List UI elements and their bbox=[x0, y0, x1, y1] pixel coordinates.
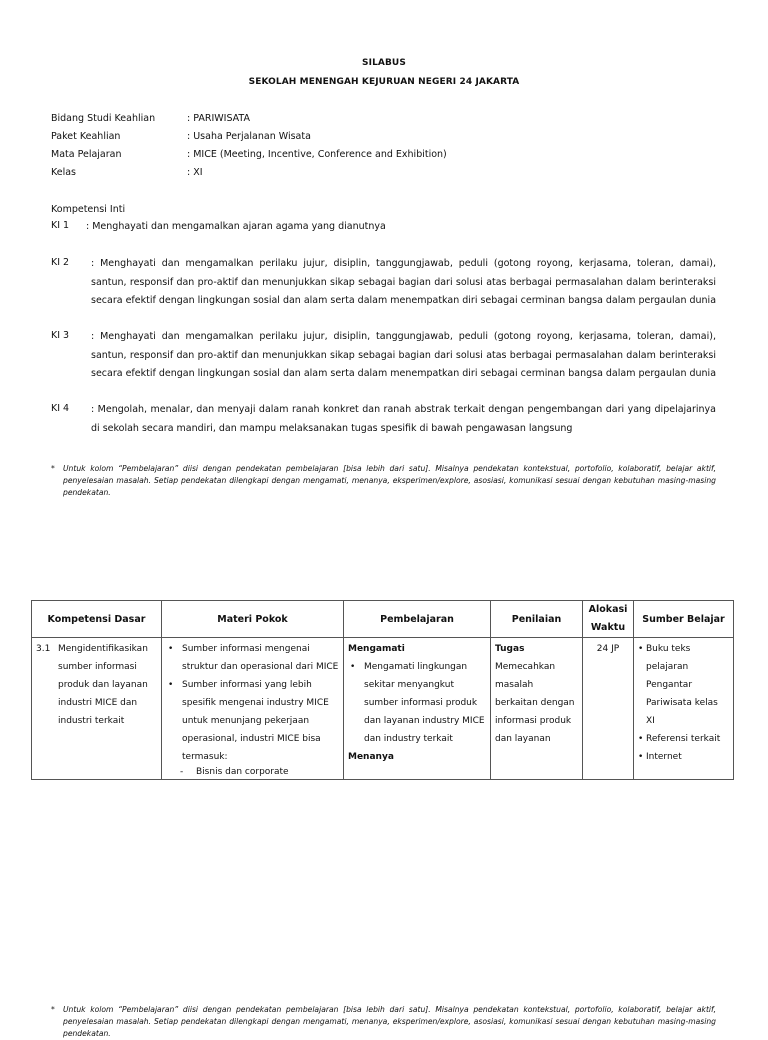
note-text: Untuk kolom “Pembelajaran” diisi dengan pendekatan pembelajaran [bisa lebih dari satu]. Misalnya pendekatan kontekstual, portofolio, kolaboratif, belajar aktif, penyelesaian masalah. Setiap pendekatan dilengkapi dengan mengamati, menanya, eksperimen/explore, asosiasi, komunikasi sesuai dengan kebutuhan masing-masing pendekatan. bbox=[63, 464, 716, 497]
info-value: : Usaha Perjalanan Wisata bbox=[187, 131, 311, 142]
header-sumber-belajar: Sumber Belajar bbox=[634, 601, 734, 638]
ki-text: : Menghayati dan mengamalkan ajaran agama yang dianutnya bbox=[86, 221, 386, 232]
info-value: : MICE (Meeting, Incentive, Conference and Exhibition) bbox=[187, 149, 447, 160]
header-pembelajaran: Pembelajaran bbox=[344, 601, 491, 638]
syllabus-table bbox=[31, 600, 734, 780]
ki-label: KI 2 bbox=[51, 257, 70, 268]
note-text: Untuk kolom “Pembelajaran” diisi dengan pendekatan pembelajaran [bisa lebih dari satu]. Misalnya pendekatan kontekstual, portofolio, kolaboratif, belajar aktif, penyelesaian masalah. Setiap pendekatan dilengkapi dengan mengamati, menanya, eksperimen/explore, asosiasi, komunikasi sesuai dengan kebutuhan masing-masing pendekatan. bbox=[63, 1005, 716, 1038]
info-label: Bidang Studi Keahlian bbox=[51, 113, 156, 124]
ki-text: : Menghayati dan mengamalkan perilaku jujur, disiplin, tanggungjawab, peduli (gotong royong, kerjasama, toleran, damai), santun, responsif dan pro-aktif dan menunjukkan sikap sebagai bagian dari solusi atas berbagai permasalahan dalam berinteraksi secara efektif dengan lingkungan sosial dan alam serta dalam menempatkan diri sebagai cerminan bangsa dalam pergaulan dunia bbox=[91, 331, 717, 379]
cell-sumber-belajar bbox=[634, 638, 734, 780]
penilaian-text: Memecahkan masalah berkaitan dengan informasi produk dan layanan bbox=[495, 662, 575, 744]
penilaian-heading: Tugas bbox=[495, 644, 525, 654]
sumber-item: • Internet bbox=[638, 748, 729, 766]
cell-alokasi-waktu: 24 JP bbox=[583, 638, 634, 780]
materi-subitem bbox=[166, 766, 339, 779]
pembelajaran-note-bottom bbox=[51, 1004, 716, 1040]
dash-marker: - bbox=[180, 767, 184, 777]
table-row bbox=[32, 638, 734, 780]
kd-entry bbox=[36, 640, 157, 730]
ki-item-1 bbox=[51, 218, 716, 237]
ki-text: : Menghayati dan mengamalkan perilaku jujur, disiplin, tanggungjawab, peduli (gotong royong, kerjasama, toleran, damai), santun, responsif dan pro-aktif dan menunjukkan sikap sebagai bagian dari solusi atas berbagai permasalahan dalam berinteraksi secara efektif dengan lingkungan sosial dan alam serta dalam menempatkan diri sebagai cerminan bangsa dalam pergaulan dunia bbox=[91, 258, 717, 306]
ki-item-4 bbox=[51, 401, 716, 438]
pembelajaran-item: • Mengamati lingkungan sekitar menyangkut sumber informasi produk dan layanan industry MICE dan industry terkait bbox=[348, 658, 486, 748]
table-header-row bbox=[32, 601, 734, 638]
sumber-item: • Buku teks pelajaran Pengantar Pariwisata kelas XI bbox=[638, 640, 729, 730]
note-asterisk: * bbox=[51, 1005, 55, 1014]
ki-item-2 bbox=[51, 255, 716, 311]
sumber-item: • Referensi terkait bbox=[638, 730, 729, 748]
note-asterisk: * bbox=[51, 464, 55, 473]
ki-item-3 bbox=[51, 328, 716, 384]
ki-text: : Mengolah, menalar, dan menyaji dalam ranah konkret dan ranah abstrak terkait dengan pengembangan dari yang dipelajarinya di sekolah secara mandiri, dan mampu melaksanakan tugas spesifik di bawah pengawasan langsung bbox=[91, 404, 716, 434]
header-penilaian: Penilaian bbox=[491, 601, 583, 638]
info-label: Mata Pelajaran bbox=[51, 149, 122, 160]
cell-pembelajaran bbox=[344, 638, 491, 780]
info-label: Kelas bbox=[51, 167, 77, 178]
ki-label: KI 4 bbox=[51, 403, 70, 414]
school-name: SEKOLAH MENENGAH KEJURUAN NEGERI 24 JAKARTA bbox=[248, 77, 520, 87]
header-alokasi-waktu: Alokasi Waktu bbox=[583, 601, 634, 638]
materi-subitem-text: Bisnis dan corporate bbox=[196, 767, 289, 777]
header-kompetensi-dasar: Kompetensi Dasar bbox=[32, 601, 162, 638]
kd-number: 3.1 bbox=[36, 644, 51, 654]
document-title: SILABUS bbox=[362, 58, 406, 68]
kd-text: Mengidentifikasikan sumber informasi produk dan layanan industri MICE dan industri terkait bbox=[58, 644, 148, 726]
ki-label: KI 1 bbox=[51, 220, 70, 231]
ki-label: KI 3 bbox=[51, 330, 70, 341]
materi-item: • Sumber informasi mengenai struktur dan operasional dari MICE bbox=[166, 640, 339, 676]
header-materi-pokok: Materi Pokok bbox=[162, 601, 344, 638]
pembelajaran-heading: Mengamati bbox=[348, 644, 405, 654]
cell-materi-pokok bbox=[162, 638, 344, 780]
pembelajaran-note bbox=[51, 463, 716, 499]
cell-penilaian bbox=[491, 638, 583, 780]
info-value: : XI bbox=[187, 167, 203, 178]
kompetensi-inti-heading: Kompetensi Inti bbox=[51, 204, 126, 215]
materi-item: • Sumber informasi yang lebih spesifik mengenai industry MICE untuk menunjang pekerjaan operasional, industri MICE bisa termasuk: bbox=[166, 676, 339, 766]
info-label: Paket Keahlian bbox=[51, 131, 121, 142]
pembelajaran-heading-2: Menanya bbox=[348, 752, 394, 762]
cell-kompetensi-dasar bbox=[32, 638, 162, 780]
info-value: : PARIWISATA bbox=[187, 113, 250, 124]
